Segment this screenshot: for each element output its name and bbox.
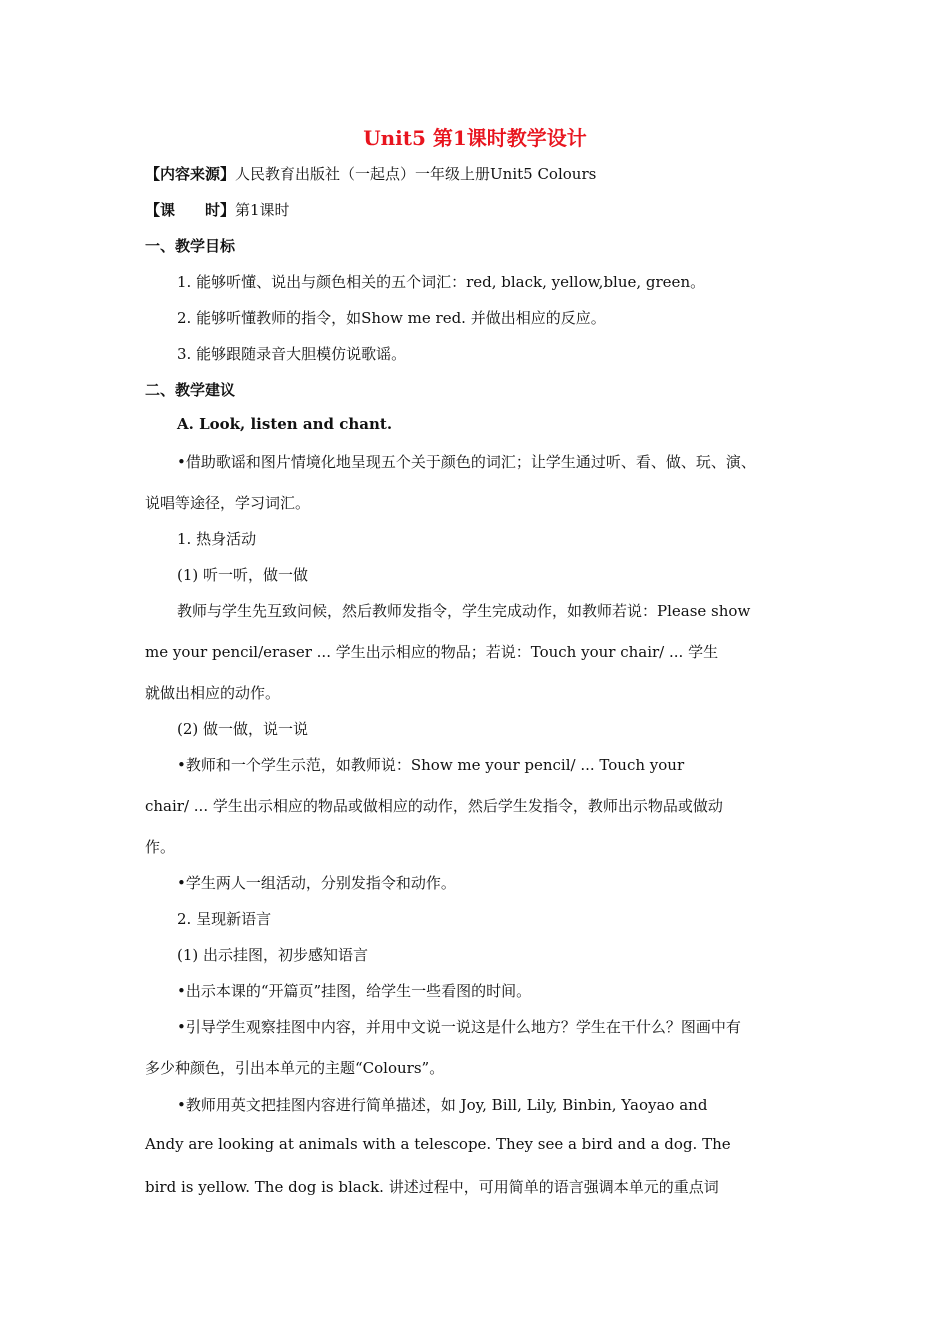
objective-item-3: 3. 能够跟随录音大胆模仿说歌谣。 — [177, 345, 407, 363]
section-heading-objectives: 一、教学目标 — [145, 237, 236, 255]
paragraph-line: me your pencil/eraser ... 学生出示相应的物品；若说：Touch your chair/ ... 学生 — [145, 643, 719, 661]
paragraph-line: •引导学生观察挂图中内容，并用中文说一说这是什么地方？学生在干什么？图画中有 — [177, 1018, 741, 1036]
paragraph-line: Andy are looking at animals with a telescope. They see a bird and a dog. The — [145, 1135, 731, 1153]
source-text: 人民教育出版社（一起点）一年级上册Unit5 Colours — [235, 165, 597, 183]
paragraph-line: 教师与学生先互致问候，然后教师发指令，学生完成动作，如教师若说：Please show — [177, 602, 751, 620]
paragraph-line: bird is yellow. The dog is black. 讲述过程中，可用简单的语言强调本单元的重点词 — [145, 1178, 719, 1196]
section-heading-suggestions: 二、教学建议 — [145, 381, 236, 399]
step-subheading: (2) 做一做，说一说 — [177, 720, 309, 738]
period-text: 第1课时 — [235, 201, 290, 219]
objective-item-1: 1. 能够听懂、说出与颜色相关的五个词汇：red, black, yellow,blue, green。 — [177, 273, 706, 291]
source-line — [145, 163, 596, 184]
paragraph-line: •教师和一个学生示范，如教师说：Show me your pencil/ ... Touch your — [177, 756, 685, 774]
step-heading-present: 2. 呈现新语言 — [177, 910, 272, 928]
paragraph-line: •借助歌谣和图片情境化地呈现五个关于颜色的词汇；让学生通过听、看、做、玩、演、 — [177, 453, 756, 471]
paragraph-line: •出示本课的“开篇页”挂图，给学生一些看图的时间。 — [177, 982, 532, 1000]
period-label: 【课 时】 — [145, 201, 236, 219]
paragraph-line: 说唱等途径，学习词汇。 — [145, 494, 311, 512]
document-title: Unit5 第1课时教学设计 — [363, 126, 587, 150]
paragraph-line: chair/ ... 学生出示相应的物品或做相应的动作，然后学生发指令，教师出示物品或做动 — [145, 797, 723, 815]
paragraph-line: •教师用英文把挂图内容进行简单描述，如 Joy, Bill, Lily, Binbin, Yaoyao and — [177, 1096, 708, 1114]
period-line — [145, 199, 290, 220]
paragraph-line: 作。 — [145, 838, 176, 856]
step-subheading: (1) 听一听，做一做 — [177, 566, 309, 584]
step-heading-warmup: 1. 热身活动 — [177, 530, 257, 548]
paragraph-line: 多少种颜色，引出本单元的主题“Colours”。 — [145, 1059, 445, 1077]
objective-item-2: 2. 能够听懂教师的指令，如Show me red. 并做出相应的反应。 — [177, 309, 606, 327]
paragraph-line: 就做出相应的动作。 — [145, 684, 281, 702]
source-label: 【内容来源】 — [145, 165, 236, 183]
subsection-a: A. Look, listen and chant. — [177, 415, 393, 433]
step-subheading: (1) 出示挂图，初步感知语言 — [177, 946, 369, 964]
paragraph-line: •学生两人一组活动，分别发指令和动作。 — [177, 874, 456, 892]
